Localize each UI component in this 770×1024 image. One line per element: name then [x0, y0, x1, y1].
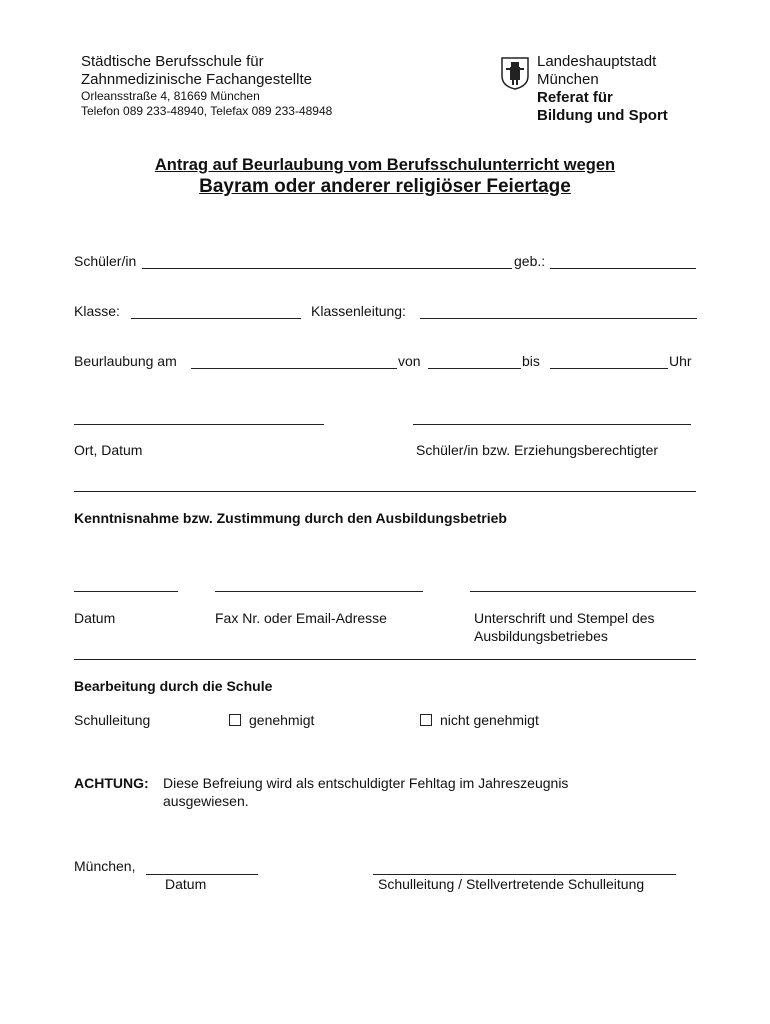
- company-date-label: Datum: [74, 610, 116, 626]
- principal-label: Schulleitung: [74, 712, 151, 728]
- class-teacher-label: Klassenleitung:: [311, 303, 406, 319]
- from-label: von: [398, 353, 421, 369]
- time-unit-label: Uhr: [669, 353, 692, 369]
- section-divider: [74, 491, 696, 492]
- section-divider: [74, 659, 696, 660]
- company-signature-line[interactable]: [470, 591, 696, 592]
- school-phone: Telefon 089 233-48940, Telefax 089 233-48948: [81, 104, 333, 118]
- place-date-label: Ort, Datum: [74, 442, 143, 458]
- notice-label: ACHTUNG:: [74, 775, 149, 791]
- footer-date-line[interactable]: [146, 874, 258, 875]
- approved-label: genehmigt: [249, 712, 315, 728]
- form-title-line2: Bayram oder anderer religiöser Feiertage: [199, 176, 571, 197]
- to-input-line[interactable]: [550, 368, 668, 369]
- notice-text-line1: Diese Befreiung wird als entschuldigter Fehltag im Jahreszeugnis: [163, 775, 569, 791]
- city-name-line2: München: [537, 71, 599, 88]
- class-label: Klasse:: [74, 303, 120, 319]
- approved-checkbox[interactable]: [229, 714, 241, 726]
- class-input-line[interactable]: [131, 318, 301, 319]
- company-date-line[interactable]: [74, 591, 178, 592]
- approved-option[interactable]: [229, 712, 314, 728]
- notice-text-line2: ausgewiesen.: [163, 793, 249, 809]
- footer-signature-line[interactable]: [373, 874, 676, 875]
- company-fax-email-label: Fax Nr. oder Email-Adresse: [215, 610, 387, 626]
- birth-label: geb.:: [514, 253, 546, 269]
- student-label: Schüler/in: [74, 253, 137, 269]
- company-signature-label-line1: Unterschrift und Stempel des: [474, 610, 655, 626]
- school-address: Orleansstraße 4, 81669 München: [81, 89, 260, 103]
- place-date-input-line[interactable]: [74, 424, 324, 425]
- company-section-heading: Kenntnisnahme bzw. Zustimmung durch den Ausbildungsbetrieb: [74, 510, 507, 526]
- company-fax-email-line[interactable]: [215, 591, 423, 592]
- leave-date-input-line[interactable]: [191, 368, 397, 369]
- not-approved-label: nicht genehmigt: [440, 712, 539, 728]
- not-approved-checkbox[interactable]: [420, 714, 432, 726]
- school-name-line1: Städtische Berufsschule für: [81, 53, 264, 70]
- school-name-line2: Zahnmedizinische Fachangestellte: [81, 71, 312, 88]
- footer-signature-label: Schulleitung / Stellvertretende Schulleitung: [378, 876, 645, 892]
- birth-input-line[interactable]: [550, 268, 696, 269]
- department-line1: Referat für: [537, 89, 613, 106]
- footer-date-label: Datum: [165, 876, 207, 892]
- student-guardian-label: Schüler/in bzw. Erziehungsberechtigter: [416, 442, 659, 458]
- to-label: bis: [522, 353, 540, 369]
- student-input-line[interactable]: [142, 268, 512, 269]
- city-name-line1: Landeshauptstadt: [537, 53, 657, 70]
- footer-city-label: München,: [74, 858, 136, 874]
- student-signature-line[interactable]: [413, 424, 691, 425]
- not-approved-option[interactable]: [420, 712, 539, 728]
- leave-date-label: Beurlaubung am: [74, 353, 177, 369]
- from-input-line[interactable]: [428, 368, 521, 369]
- form-title-line1: Antrag auf Beurlaubung vom Berufsschulunterricht wegen: [154, 156, 616, 174]
- school-section-heading: Bearbeitung durch die Schule: [74, 678, 273, 694]
- department-line2: Bildung und Sport: [537, 107, 668, 124]
- class-teacher-input-line[interactable]: [420, 318, 697, 319]
- company-signature-label-line2: Ausbildungsbetriebes: [474, 628, 608, 644]
- munich-coat-of-arms-icon: [500, 56, 530, 90]
